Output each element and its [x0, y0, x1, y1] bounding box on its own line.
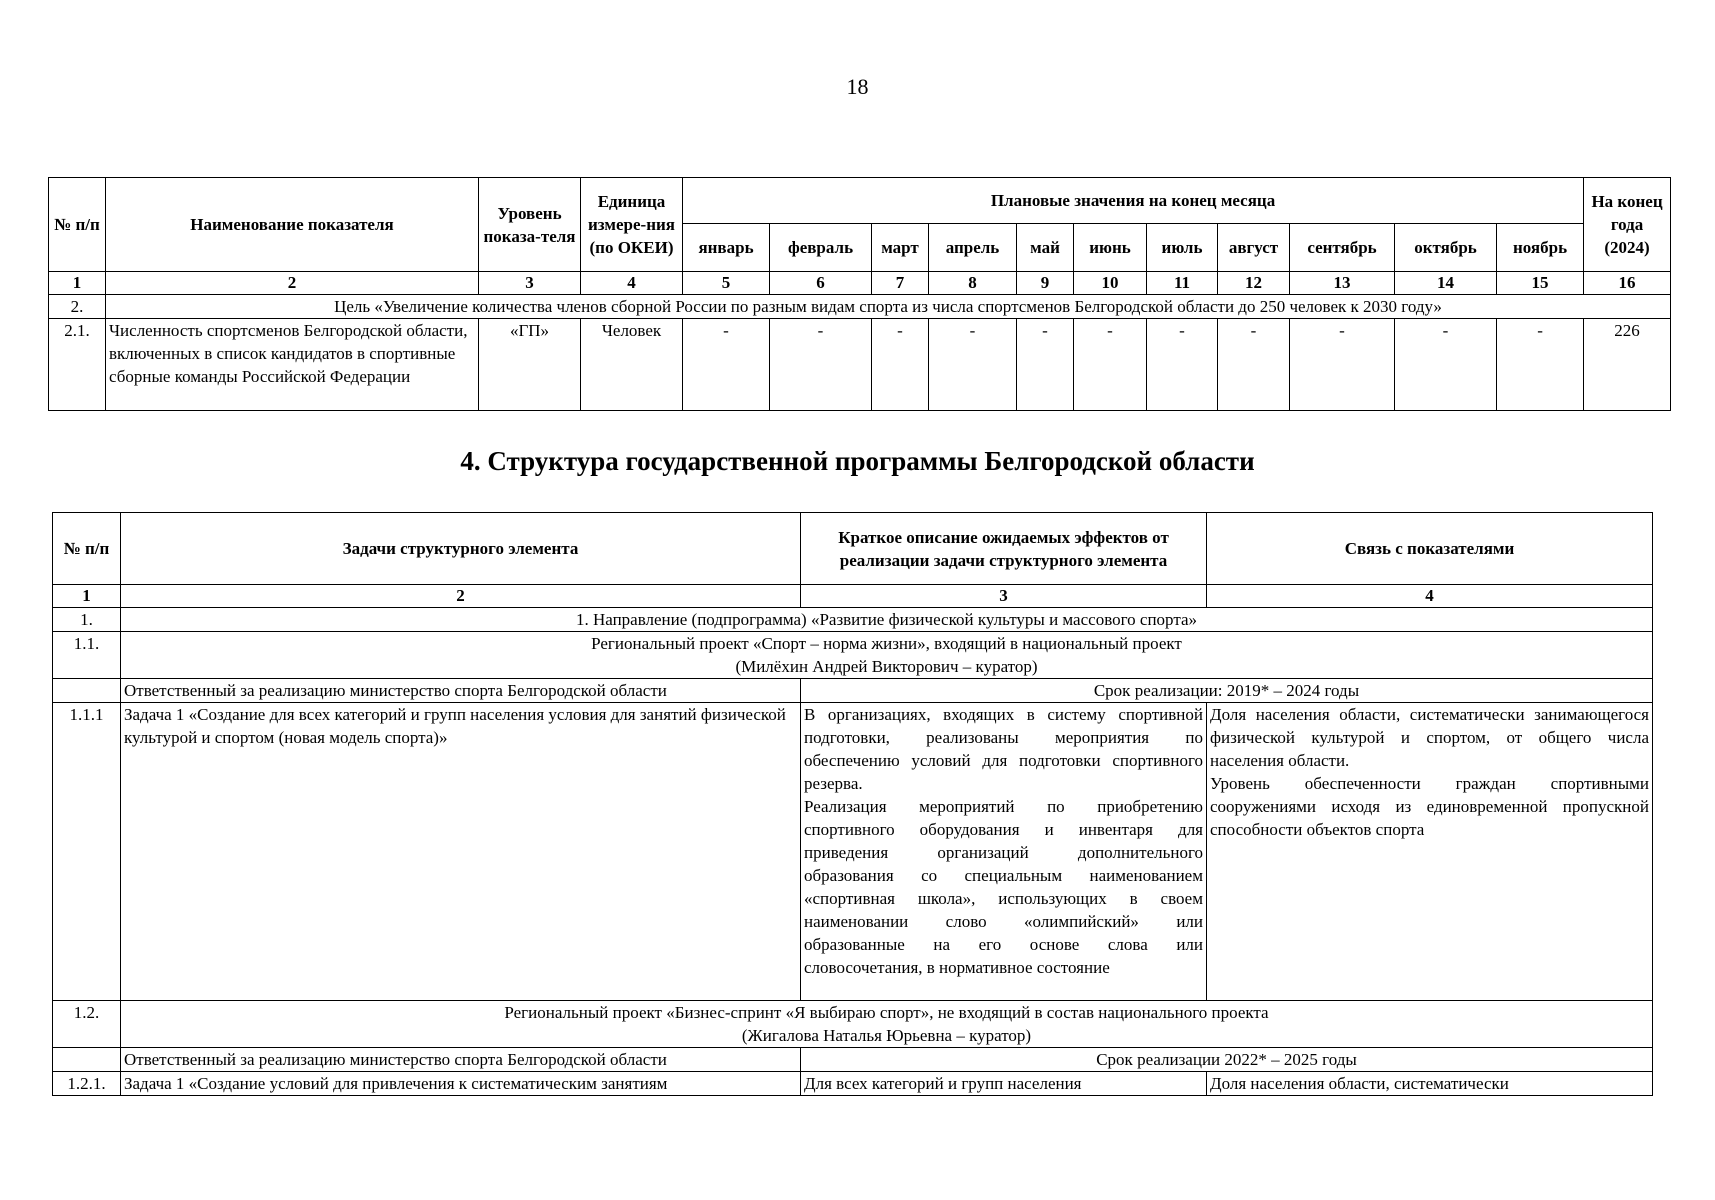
column-number: 5 [683, 272, 770, 295]
column-number: 11 [1147, 272, 1218, 295]
structure-table [52, 512, 1653, 1096]
link-text [1207, 703, 1653, 1001]
section-title: 4. Структура государственной программы Белгородской области [460, 446, 1255, 476]
effects-text: Для всех категорий и групп населения [801, 1072, 1207, 1096]
month-header: август [1218, 224, 1290, 272]
effect-paragraph: Реализация мероприятий по приобретению спортивного оборудования и инвентаря для приведения организаций дополнительного образования со специальным наименованием «спортивная школа», использующих в своем наименовании слово «олимпийский» или образованные на его основе слова или словосочетания, в нормативное состояние [804, 797, 1203, 977]
effect-paragraph: В организациях, входящих в систему спортивной подготовки, реализованы мероприятия по обеспечению условий для подготовки спортивного резерва. [804, 705, 1203, 793]
header-tasks: Задачи структурного элемента [121, 513, 801, 585]
empty-cell [53, 1048, 121, 1072]
responsible-label: Ответственный за реализацию министерство спорта Белгородской области [121, 1048, 801, 1072]
implementation-period: Срок реализации 2022* – 2025 годы [801, 1048, 1653, 1072]
month-value: - [929, 319, 1017, 411]
header-level: Уровень показа-теля [479, 178, 581, 272]
column-number: 13 [1290, 272, 1395, 295]
link-paragraph: Доля населения области, систематически занимающегося физической культурой и спортом, от общего числа населения области. [1210, 705, 1649, 770]
column-number: 6 [770, 272, 872, 295]
goal-text: Цель «Увеличение количества членов сборной России по разным видам спорта из числа спортсменов Белгородской области до 250 человек к 2030 году» [106, 295, 1671, 319]
indicators-table [48, 177, 1671, 411]
month-value: - [770, 319, 872, 411]
project-curator: (Жигалова Наталья Юрьевна – куратор) [741, 1026, 1032, 1045]
indicator-level: «ГП» [479, 319, 581, 411]
month-value: - [1017, 319, 1074, 411]
column-number: 15 [1497, 272, 1584, 295]
end-of-year-value: 226 [1584, 319, 1671, 411]
header-link: Связь с показателями [1207, 513, 1653, 585]
header-end-of-year: На конец года (2024) [1584, 178, 1671, 272]
column-number: 3 [479, 272, 581, 295]
column-number: 9 [1017, 272, 1074, 295]
task-text: Задача 1 «Создание для всех категорий и групп населения условия для занятий физической культурой и спортом (новая модель спорта)» [121, 703, 801, 1001]
project-title [121, 632, 1653, 679]
header-name: Наименование показателя [106, 178, 479, 272]
task-text: Задача 1 «Создание условий для привлечения к систематическим занятиям [121, 1072, 801, 1096]
header-num: № п/п [53, 513, 121, 585]
project-curator: (Милёхин Андрей Викторович – куратор) [735, 657, 1038, 676]
month-header: апрель [929, 224, 1017, 272]
month-value: - [872, 319, 929, 411]
implementation-period: Срок реализации: 2019* – 2024 годы [801, 679, 1653, 703]
month-header: май [1017, 224, 1074, 272]
indicator-unit: Человек [581, 319, 683, 411]
row-num: 1.1. [53, 632, 121, 679]
column-number: 8 [929, 272, 1017, 295]
link-paragraph: Уровень обеспеченности граждан спортивными сооружениями исходя из единовременной пропускной способности объектов спорта [1210, 774, 1649, 839]
month-header: июль [1147, 224, 1218, 272]
column-number: 14 [1395, 272, 1497, 295]
column-number: 1 [53, 585, 121, 608]
header-unit: Единица измере-ния (по ОКЕИ) [581, 178, 683, 272]
column-number: 1 [49, 272, 106, 295]
row-num: 1.1.1 [53, 703, 121, 1001]
column-number: 7 [872, 272, 929, 295]
goal-num: 2. [49, 295, 106, 319]
month-header: октябрь [1395, 224, 1497, 272]
header-effects: Краткое описание ожидаемых эффектов от реализации задачи структурного элемента [801, 513, 1207, 585]
row-num: 2.1. [49, 319, 106, 411]
column-number: 4 [581, 272, 683, 295]
month-header: сентябрь [1290, 224, 1395, 272]
month-value: - [1497, 319, 1584, 411]
month-value: - [1218, 319, 1290, 411]
month-value: - [1290, 319, 1395, 411]
row-num: 1.2. [53, 1001, 121, 1048]
project-title [121, 1001, 1653, 1048]
month-value: - [683, 319, 770, 411]
effects-text [801, 703, 1207, 1001]
project-name: Региональный проект «Спорт – норма жизни», входящий в национальный проект [591, 634, 1182, 653]
responsible-label: Ответственный за реализацию министерство спорта Белгородской области [121, 679, 801, 703]
column-number: 16 [1584, 272, 1671, 295]
month-header: февраль [770, 224, 872, 272]
direction-title: 1. Направление (подпрограмма) «Развитие физической культуры и массового спорта» [121, 608, 1653, 632]
month-value: - [1074, 319, 1147, 411]
month-value: - [1147, 319, 1218, 411]
row-num: 1. [53, 608, 121, 632]
month-header: ноябрь [1497, 224, 1584, 272]
empty-cell [53, 679, 121, 703]
indicator-name: Численность спортсменов Белгородской области, включенных в список кандидатов в спортивные сборные команды Российской Федерации [106, 319, 479, 411]
page-number: 18 [846, 74, 869, 99]
header-plan: Плановые значения на конец месяца [683, 178, 1584, 224]
column-number: 3 [801, 585, 1207, 608]
link-text: Доля населения области, систематически [1207, 1072, 1653, 1096]
column-number: 12 [1218, 272, 1290, 295]
row-num: 1.2.1. [53, 1072, 121, 1096]
column-number: 2 [106, 272, 479, 295]
column-number: 4 [1207, 585, 1653, 608]
month-value: - [1395, 319, 1497, 411]
header-num: № п/п [49, 178, 106, 272]
month-header: июнь [1074, 224, 1147, 272]
project-name: Региональный проект «Бизнес-спринт «Я выбираю спорт», не входящий в состав национального проекта [504, 1003, 1269, 1022]
column-number: 10 [1074, 272, 1147, 295]
month-header: март [872, 224, 929, 272]
month-header: январь [683, 224, 770, 272]
column-number: 2 [121, 585, 801, 608]
